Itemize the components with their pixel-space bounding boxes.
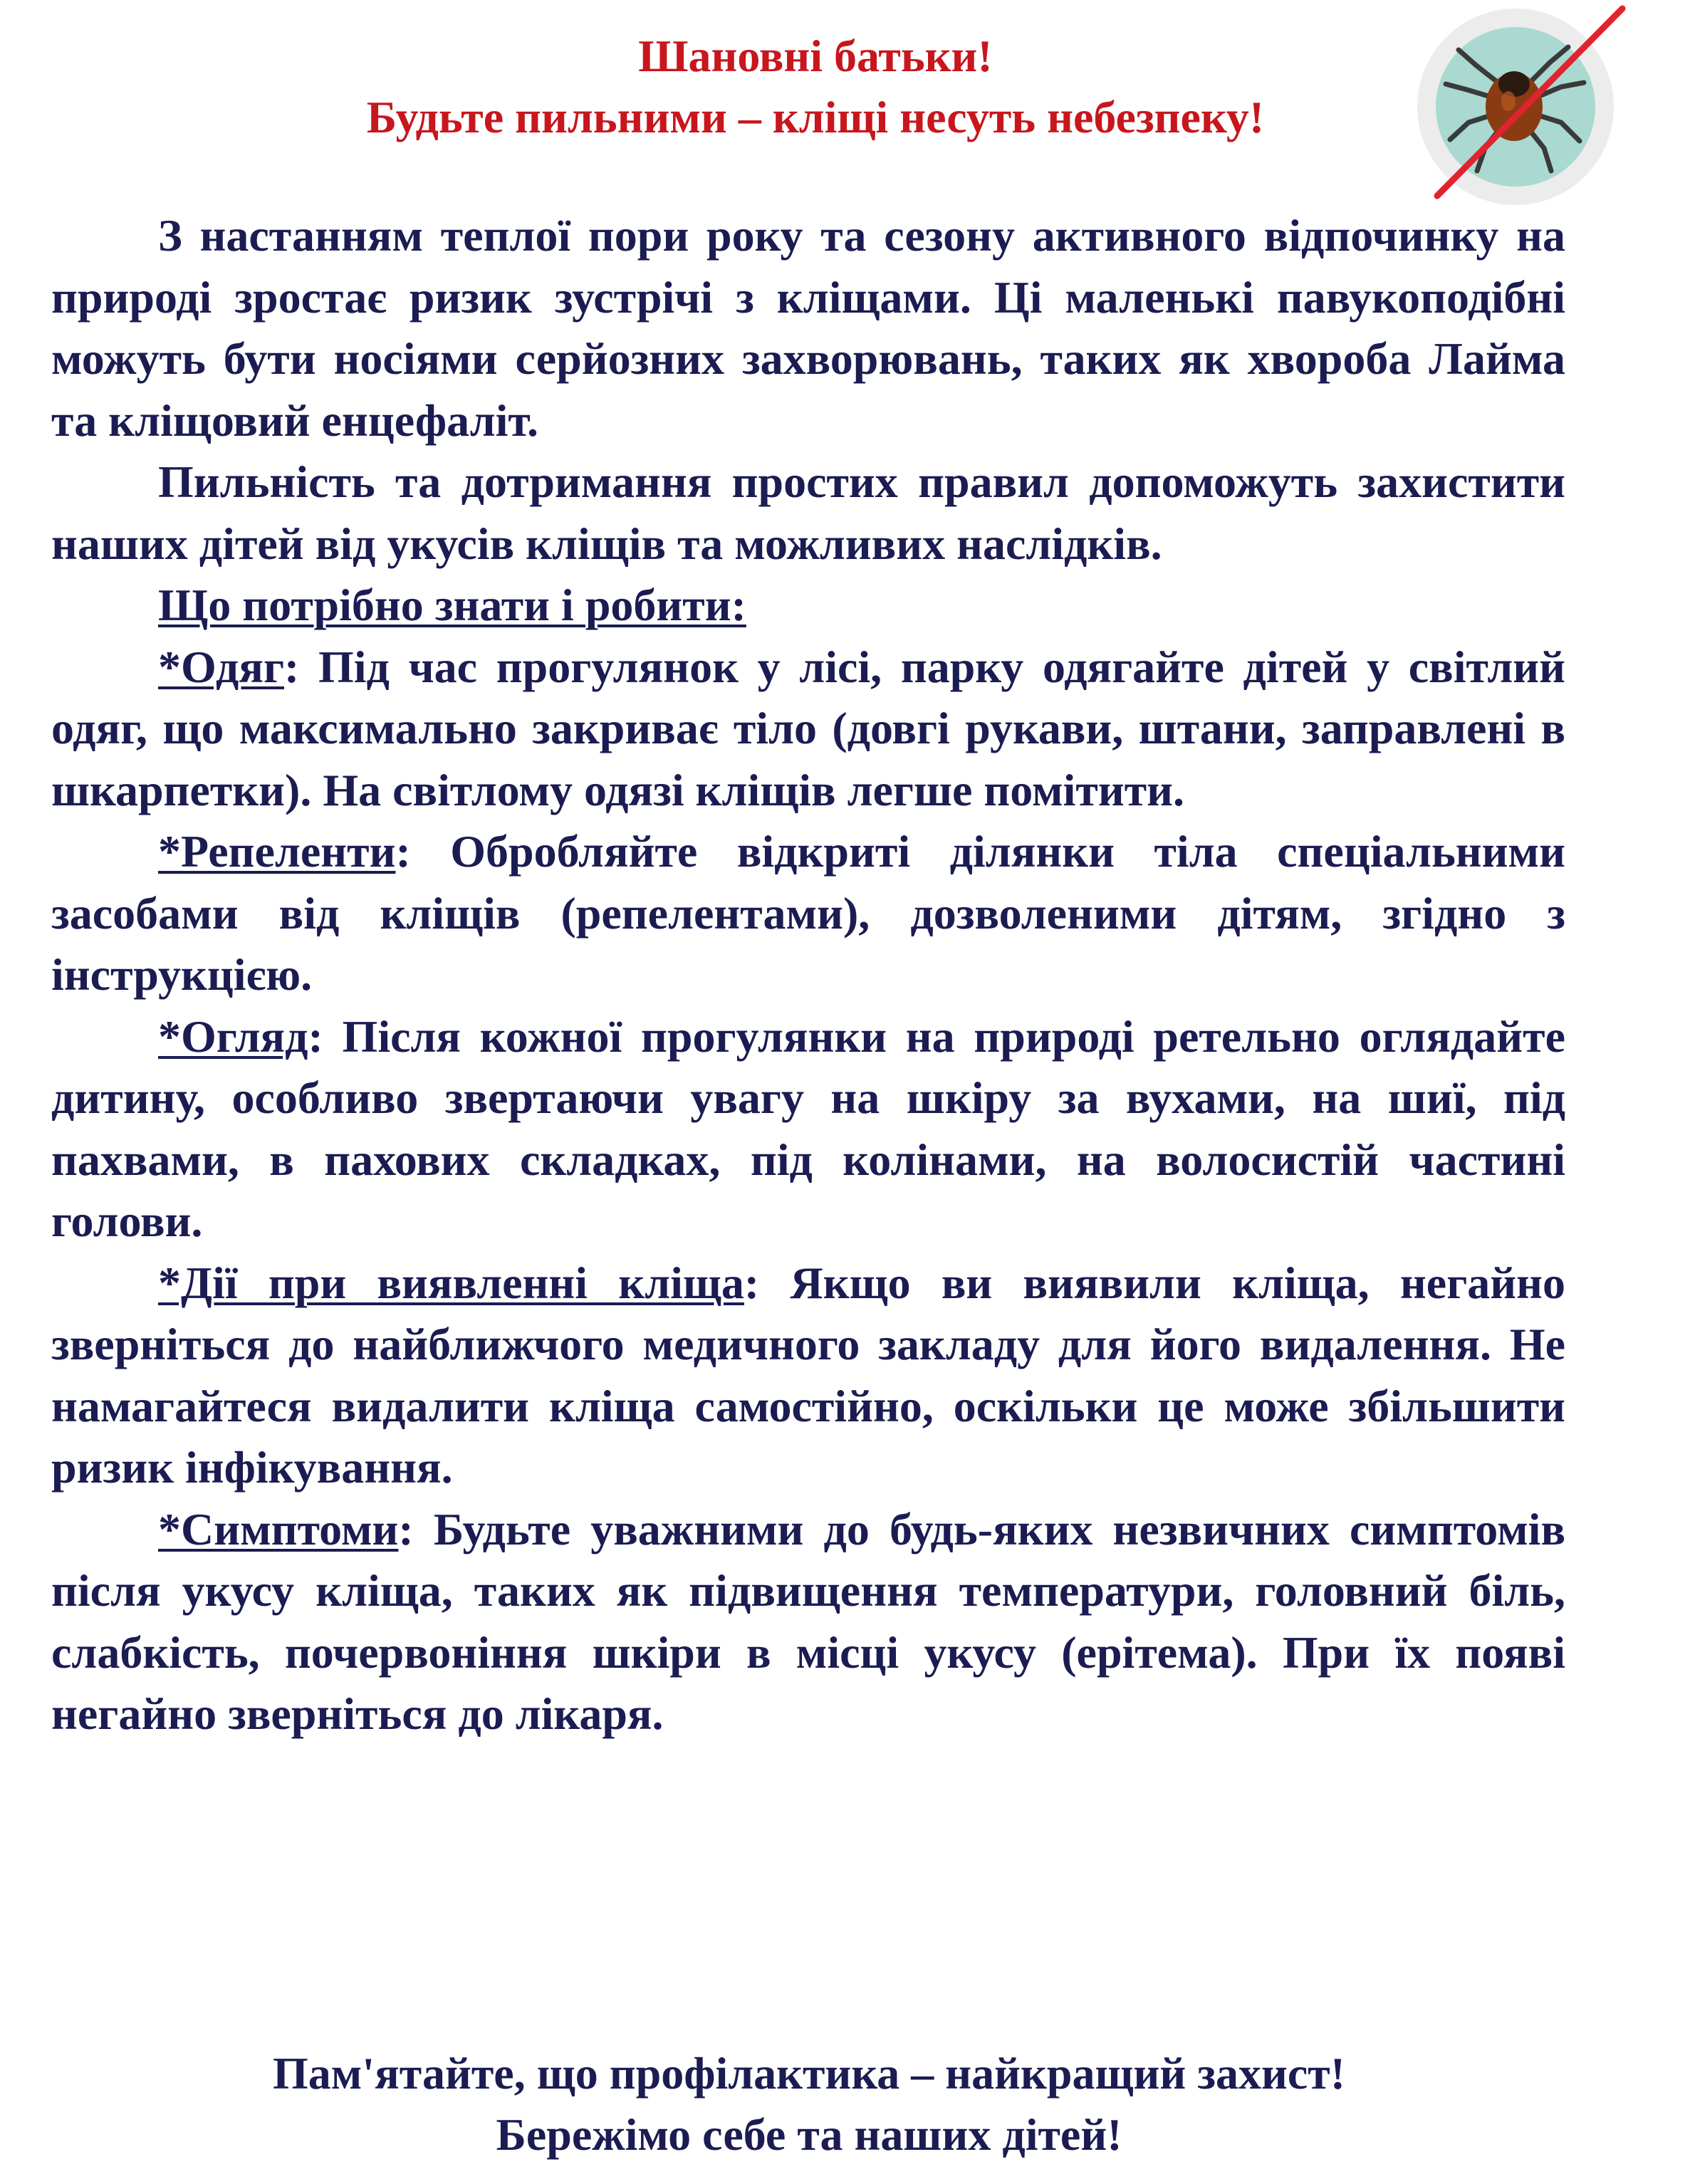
footer-line-2: Бережімо себе та наших дітей! xyxy=(496,2109,1122,2160)
tip-term: *Одяг xyxy=(158,641,284,692)
header-greeting: Шановні батьки! xyxy=(638,31,993,81)
tip-actions xyxy=(51,1253,1565,1499)
leaflet-header xyxy=(0,26,1631,148)
tip-text: : Після кожної прогулянки на природі ретельно оглядайте дитину, особливо звертаючи увагу на шкіру за вухами, на шиї, під пахвами, в пахових складках, під колінами, на волосистій частині голови. xyxy=(51,1010,1565,1246)
tip-text: : Обробляйте відкриті ділянки тіла спеціальними засобами від кліщів (репелентами), дозволеними дітям, згідно з інструкцією. xyxy=(51,826,1565,1000)
leaflet-footer xyxy=(0,2043,1618,2165)
header-warning: Будьте пильними – кліщі несуть небезпеку! xyxy=(366,92,1265,142)
tick-head xyxy=(1498,71,1530,97)
leaflet-body xyxy=(51,205,1565,1745)
tip-term: *Симптоми xyxy=(158,1503,399,1555)
section-heading xyxy=(51,575,1565,637)
tip-symptoms xyxy=(51,1499,1565,1745)
no-ticks-icon xyxy=(1409,0,1637,207)
tip-term: *Дії при виявленні кліща xyxy=(158,1257,744,1308)
tip-term: *Огляд xyxy=(158,1010,308,1062)
footer-line-1: Пам'ятайте, що профілактика – найкращий захист! xyxy=(272,2048,1346,2099)
intro-paragraph-1: З настанням теплої пори року та сезону активного відпочинку на природі зростає ризик зустрічі з кліщами. Ці маленькі павукоподібні можуть бути носіями серйозних захворювань, таких як хвороба Лайма та кліщовий енцефаліт. xyxy=(51,210,1565,446)
tip-text: : Під час прогулянок у лісі, парку одягайте дітей у світлий одяг, що максимально закриває тіло (довгі рукави, штани, заправлені в шкарпетки). На світлому одязі кліщів легше помітити. xyxy=(51,641,1565,815)
tip-text: : Будьте уважними до будь-яких незвичних симптомів після укусу кліща, таких як підвищення температури, головний біль, слабкість, почервоніння шкіри в місці укусу (ерітема). При їх появі негайно зверніться до лікаря. xyxy=(51,1503,1565,1739)
section-heading-text: Що потрібно знати і робити: xyxy=(158,580,746,630)
intro-paragraph-2: Пильність та дотримання простих правил допоможуть захистити наших дітей від укусів кліщів та можливих наслідків. xyxy=(51,456,1565,569)
tip-clothing xyxy=(51,637,1565,822)
tip-repellents xyxy=(51,821,1565,1006)
tip-term: *Репеленти xyxy=(158,826,396,877)
tip-text: : Якщо ви виявили кліща, негайно зверніться до найближчого медичного закладу для його видалення. Не намагайтеся видалити кліща самостійно, оскільки це може збільшити ризик інфікування. xyxy=(51,1257,1565,1493)
tip-inspection xyxy=(51,1006,1565,1253)
